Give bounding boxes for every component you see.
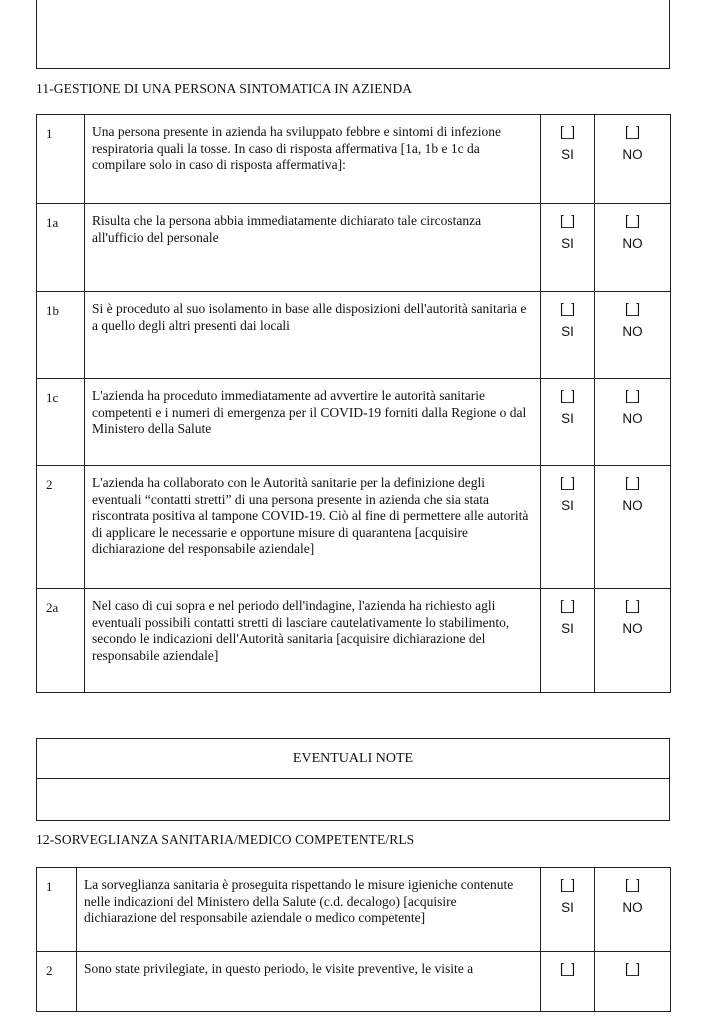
no-label: NO [622, 621, 643, 636]
section-12-title: 12-SORVEGLIANZA SANITARIA/MEDICO COMPETENTE/RLS [36, 832, 415, 847]
previous-section-box [36, 0, 670, 69]
row-question: L'azienda ha proceduto immediatamente ad avvertire le autorità sanitarie competenti e i numeri di emergenza per il COVID-19 forniti dalla Regione o dal Ministero della Salute [85, 379, 541, 466]
no-cell [595, 115, 671, 204]
row-question: Si è proceduto al suo isolamento in base alle disposizioni dell'autorità sanitaria e a quello degli altri presenti dai locali [85, 292, 541, 379]
no-cell [595, 466, 671, 589]
no-checkbox[interactable]: [_] [624, 213, 640, 228]
row-number: 2 [37, 952, 77, 1012]
row-question: L'azienda ha collaborato con le Autorità sanitarie per la definizione degli eventuali “contatti stretti” di una persona presente in azienda che sia stata riscontrata positiva al tampone COVID-19. Ciò al fine di permettere alle autorità di applicare le necessarie e opportune misure di quarantena [acquisire dichiarazione del responsabile aziendale] [85, 466, 541, 589]
row-number: 1c [37, 379, 85, 466]
yes-label: SI [561, 324, 574, 339]
no-checkbox[interactable]: [_] [624, 301, 640, 316]
yes-cell [541, 204, 595, 292]
no-cell [595, 379, 671, 466]
notes-table [36, 738, 670, 821]
yes-label: SI [561, 621, 574, 636]
no-cell [595, 292, 671, 379]
no-cell [595, 589, 671, 693]
yes-cell [541, 115, 595, 204]
yes-label: SI [561, 900, 574, 915]
no-label: NO [622, 498, 643, 513]
yes-label: SI [561, 236, 574, 251]
no-cell [595, 868, 671, 952]
row-number: 1a [37, 204, 85, 292]
yes-checkbox[interactable]: [_] [559, 598, 575, 613]
table-row [37, 466, 671, 589]
section-11-table [36, 114, 671, 693]
yes-cell [541, 868, 595, 952]
yes-checkbox[interactable]: [_] [559, 388, 575, 403]
row-number: 1 [37, 868, 77, 952]
table-row [37, 868, 671, 952]
table-row [37, 115, 671, 204]
yes-cell [541, 292, 595, 379]
no-checkbox[interactable]: [_] [624, 961, 640, 976]
table-row [37, 589, 671, 693]
no-checkbox[interactable]: [_] [624, 877, 640, 892]
section-12-table [36, 867, 671, 1012]
yes-cell [541, 379, 595, 466]
row-question: Sono state privilegiate, in questo periodo, le visite preventive, le visite a [77, 952, 541, 1012]
no-checkbox[interactable]: [_] [624, 475, 640, 490]
yes-cell [541, 466, 595, 589]
row-number: 2a [37, 589, 85, 693]
yes-checkbox[interactable]: [_] [559, 877, 575, 892]
yes-checkbox[interactable]: [_] [559, 124, 575, 139]
notes-field[interactable] [37, 779, 670, 821]
row-number: 2 [37, 466, 85, 589]
section-11-title: 11-GESTIONE DI UNA PERSONA SINTOMATICA IN AZIENDA [36, 81, 413, 96]
no-checkbox[interactable]: [_] [624, 388, 640, 403]
yes-cell [541, 589, 595, 693]
yes-cell [541, 952, 595, 1012]
row-question: La sorveglianza sanitaria è proseguita rispettando le misure igieniche contenute nelle indicazioni del Ministero della Salute (c.d. decalogo) [acquisire dichiarazione del responsabile aziendale o medico competente] [77, 868, 541, 952]
table-row [37, 292, 671, 379]
no-checkbox[interactable]: [_] [624, 124, 640, 139]
notes-title: EVENTUALI NOTE [37, 739, 670, 779]
no-label: NO [622, 236, 643, 251]
table-row [37, 204, 671, 292]
row-question: Una persona presente in azienda ha sviluppato febbre e sintomi di infezione respiratoria quali la tosse. In caso di risposta affermativa [1a, 1b e 1c da compilare solo in caso di risposta affermativa]: [85, 115, 541, 204]
yes-label: SI [561, 147, 574, 162]
yes-checkbox[interactable]: [_] [559, 961, 575, 976]
row-question: Risulta che la persona abbia immediatamente dichiarato tale circostanza all'ufficio del personale [85, 204, 541, 292]
row-question: Nel caso di cui sopra e nel periodo dell'indagine, l'azienda ha richiesto agli eventuali possibili contatti stretti di lasciare cautelativamente lo stabilimento, secondo le indicazioni dell'Autorità sanitaria [acquisire dichiarazione del responsabile aziendale] [85, 589, 541, 693]
no-label: NO [622, 411, 643, 426]
no-label: NO [622, 900, 643, 915]
row-number: 1b [37, 292, 85, 379]
yes-checkbox[interactable]: [_] [559, 213, 575, 228]
no-cell [595, 204, 671, 292]
yes-checkbox[interactable]: [_] [559, 301, 575, 316]
no-label: NO [622, 324, 643, 339]
no-cell [595, 952, 671, 1012]
yes-checkbox[interactable]: [_] [559, 475, 575, 490]
no-label: NO [622, 147, 643, 162]
no-checkbox[interactable]: [_] [624, 598, 640, 613]
yes-label: SI [561, 411, 574, 426]
table-row [37, 952, 671, 1012]
yes-label: SI [561, 498, 574, 513]
table-row [37, 379, 671, 466]
row-number: 1 [37, 115, 85, 204]
